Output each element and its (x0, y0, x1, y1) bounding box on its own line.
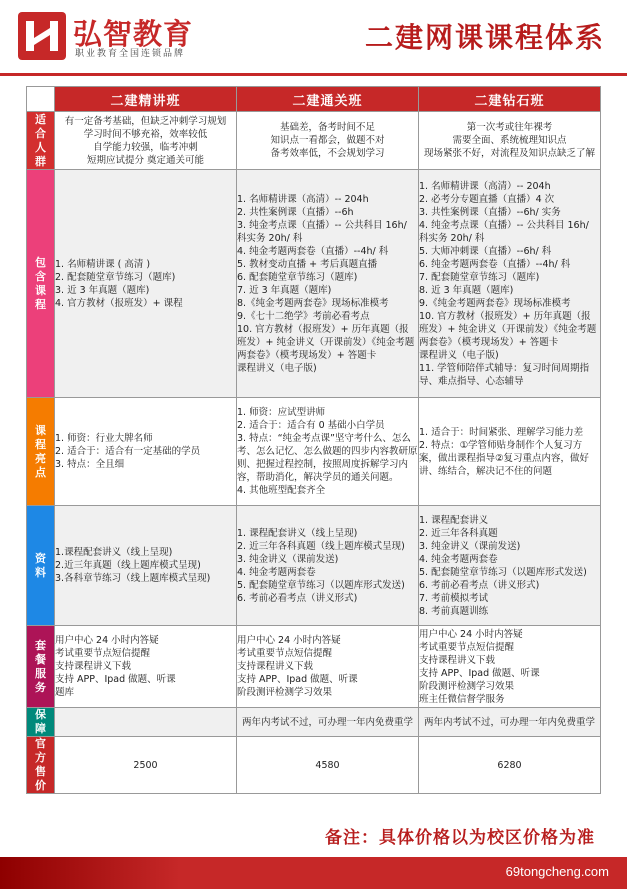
course-comparison-table (26, 86, 601, 794)
header (0, 0, 627, 76)
cell-services-1 (55, 626, 237, 708)
row-label-text: 官方售价 (35, 737, 46, 792)
cell-line: 需要全面、系统梳理知识点 (452, 135, 567, 146)
cell-line: 短期应试提分 奠定通关可能 (86, 154, 205, 166)
cell-line: 课程讲义（电子版) (419, 349, 499, 361)
cell-courses-1 (55, 170, 237, 398)
cell-materials-1 (55, 506, 237, 626)
cell-price-1 (55, 737, 237, 794)
hz-logo-icon (18, 12, 66, 60)
cell-line: 6. 考前必看考点（讲义形式) (237, 592, 358, 604)
watermark-text: 69tongcheng.com (505, 864, 609, 879)
cell-line: 备考效率低，不会规划学习 (270, 148, 385, 159)
cell-guarantee-2 (237, 708, 419, 737)
cell-services-2 (237, 626, 419, 708)
cell-line: 7. 近 3 年真题（题库) (237, 284, 332, 296)
brand-name: 弘智教育 (73, 17, 194, 51)
cell-audience-2 (237, 112, 419, 170)
cell-materials-3 (419, 506, 601, 626)
cell-line: 两年内考试不过，可办理一年内免费重学 (241, 716, 413, 728)
cell-line: 4. 纯金考题两套卷 (419, 553, 498, 565)
cell-guarantee-3 (419, 708, 601, 737)
table-row-services (27, 626, 601, 708)
cell-line: 1.课程配套讲义（线上呈现) (55, 547, 173, 558)
table-row-highlights (27, 398, 601, 506)
cell-line: 1. 适合于：时间紧张、理解学习能力差 (419, 426, 584, 438)
cell-line: 3. 纯金讲义（课前发送) (237, 553, 339, 565)
cell-line: 两年内考试不过，可办理一年内免费重学 (423, 716, 595, 728)
cell-line: 9.《七十二绝学》考前必看考点 (237, 310, 370, 322)
cell-audience-1 (55, 112, 237, 170)
cell-line: 知识点一看都会，做题不对 (270, 135, 385, 146)
cell-line: 1. 名师精讲课（高清）-- 204h (237, 193, 369, 205)
cell-services-3 (419, 626, 601, 708)
cell-line: 支持课程讲义下载 (237, 661, 314, 672)
cell-line: 考试重要节点短信提醒 (55, 648, 151, 659)
cell-line: 6. 考前必看考点（讲义形式) (419, 579, 540, 591)
cell-line: 2.近三年真题（线上题库模式呈现) (55, 560, 201, 571)
cell-line: 1. 课程配套讲义（线上呈现) (237, 527, 358, 539)
cell-courses-3 (419, 170, 601, 398)
header-divider (0, 73, 627, 76)
cell-line: 1. 师资：行业大牌名师 (55, 433, 153, 444)
cell-courses-2 (237, 170, 419, 398)
row-label-materials (27, 506, 55, 626)
cell-line: 10. 官方教材（报班发）+ 历年真题（报班发）+ 纯金讲义（开课前发）《纯金考题两套卷》（模考现场发）+ 答题卡 (419, 310, 597, 348)
cell-line: 3. 特点：“纯金考点课”坚守考什么、怎么考、怎么记忆、怎么做题的四步内容教研原则、把握过程控制，按照周度拆解学习内容，帮助消化，解决学员的通关问题。 (237, 433, 418, 483)
row-label-audience (27, 112, 55, 170)
column-header-tongguan: 二建通关班 (237, 87, 419, 112)
cell-line: 3. 纯金讲义（课前发送) (419, 540, 521, 552)
column-header-jingjiang: 二建精讲班 (55, 87, 237, 112)
cell-line: 第一次考或往年裸考 (466, 122, 553, 133)
cell-line: 4. 官方教材（报班发）+ 课程 (55, 297, 183, 309)
cell-line: 3. 纯金考点课（直播）-- 公共科目 16h/ 科实务 20h/ 科 (237, 219, 407, 244)
cell-line: 2. 适合于：适合有一定基础的学员 (55, 446, 201, 457)
cell-line: 课程讲义（电子版) (237, 362, 317, 374)
cell-line: 用户中心 24 小时内答疑 (237, 635, 341, 646)
cell-line: 3. 特点：全且细 (55, 459, 125, 470)
cell-line: 考试重要节点短信提醒 (237, 648, 333, 659)
cell-line: 2. 共性案例课（直播）--6h (237, 206, 354, 218)
cell-line: 4. 纯金考题两套卷 (237, 566, 316, 578)
cell-price-3 (419, 737, 601, 794)
cell-line: 2. 适合于：适合有 0 基础小白学员 (237, 420, 385, 431)
cell-highlights-1 (55, 398, 237, 506)
cell-line: 支持 APP、Ipad 做题、听课 (55, 674, 176, 685)
cell-line: 用户中心 24 小时内答疑 (55, 635, 159, 646)
cell-line: 2500 (133, 759, 158, 771)
cell-line: 班主任微信督学服务 (419, 693, 505, 705)
cell-line: 4. 其他班型配套齐全 (237, 485, 326, 496)
cell-line: 4. 纯金考点课（直播）-- 公共科目 16h/ 科实务 20h/ 科 (419, 219, 589, 244)
cell-line: 基础差，备考时间不足 (279, 122, 375, 133)
cell-line: 支持 APP、Ipad 做题、听课 (419, 667, 540, 679)
table-row-price (27, 737, 601, 794)
cell-line: 4. 纯金考题两套卷（直播）--4h/ 科 (237, 245, 389, 257)
cell-line: 2. 近三年各科真题（线上题库模式呈现) (237, 540, 405, 552)
table-corner (27, 87, 55, 112)
cell-line: 2. 必考分专题直播（直播）4 次 (419, 193, 555, 205)
cell-line: 7. 配套随堂章节练习（题库) (419, 271, 540, 283)
cell-line: 2. 特点：①学管师贴身制作个人复习方案，做出课程指导②复习重点内容，做好讲、练结合，解决记不住的问题 (419, 439, 590, 477)
cell-line: 7. 考前模拟考试 (419, 592, 489, 604)
cell-line: 支持课程讲义下载 (55, 661, 132, 672)
row-label-text: 课程亮点 (35, 423, 46, 479)
cell-line: 6280 (497, 759, 522, 771)
table-row-audience (27, 112, 601, 170)
footer-fade (0, 857, 180, 889)
cell-price-2 (237, 737, 419, 794)
table-header-row (27, 87, 601, 112)
cell-line: 6. 配套随堂章节练习（题库) (237, 271, 358, 283)
row-label-text: 适合人群 (35, 112, 46, 168)
cell-line: 1. 师资：应试型讲师 (237, 407, 326, 418)
cell-line: 3. 近 3 年真题（题库) (55, 284, 150, 296)
cell-line: 1. 名师精讲课 ( 高清 ) (55, 258, 151, 270)
cell-line: 5. 大师冲刺课（直播）--6h/ 科 (419, 245, 552, 257)
cell-line: 3. 共性案例课（直播）--6h/ 实务 (419, 206, 561, 218)
cell-line: 阶段测评检测学习效果 (237, 687, 333, 698)
cell-line: 题库 (55, 687, 75, 698)
row-label-price (27, 737, 55, 794)
cell-line: 6. 纯金考题两套卷（直播）--4h/ 科 (419, 258, 571, 270)
cell-line: 现场紧张不好，对流程及知识点缺乏了解 (423, 148, 595, 159)
price-note: 备注：具体价格以为校区价格为准 (325, 828, 595, 848)
cell-line: 11. 学管师陪伴式辅导：复习时间周期指导、难点指导、心态辅导 (419, 362, 590, 387)
cell-line: 用户中心 24 小时内答疑 (419, 628, 523, 640)
row-label-courses (27, 170, 55, 398)
cell-line: 8. 近 3 年真题（题库) (419, 284, 514, 296)
cell-line: 自学能力较强，临考冲刺 (93, 141, 198, 153)
cell-line: 有一定备考基础，但缺乏冲刺学习规划 (64, 115, 227, 127)
cell-guarantee-1 (55, 708, 237, 737)
cell-line: 5. 配套随堂章节练习（以题库形式发送) (237, 579, 405, 591)
row-label-text: 包含课程 (35, 255, 46, 311)
cell-highlights-3 (419, 398, 601, 506)
row-label-services (27, 626, 55, 708)
cell-line: 3.各科章节练习（线上题库模式呈现) (55, 573, 211, 584)
cell-line: 8. 考前真题训练 (419, 605, 489, 617)
cell-highlights-2 (237, 398, 419, 506)
cell-line: 支持课程讲义下载 (419, 654, 496, 666)
cell-line: 1. 名师精讲课（高清）-- 204h (419, 180, 551, 192)
cell-line: 1. 课程配套讲义 (419, 514, 489, 526)
cell-line: 考试重要节点短信提醒 (419, 641, 515, 653)
cell-line: 5. 配套随堂章节练习（以题库形式发送) (419, 566, 587, 578)
table-row-guarantee (27, 708, 601, 737)
cell-audience-3 (419, 112, 601, 170)
cell-line: 阶段测评检测学习效果 (419, 680, 515, 692)
cell-line: 5. 教材变动直播 + 考后真题直播 (237, 258, 378, 270)
cell-line: 学习时间不够充裕，效率较低 (83, 128, 208, 140)
brand-slogan: 职业教育全国连锁品牌 (75, 49, 186, 59)
column-header-zuanshi: 二建钻石班 (419, 87, 601, 112)
table-row-courses (27, 170, 601, 398)
row-label-text: 资料 (35, 551, 46, 579)
row-label-guarantee (27, 708, 55, 737)
cell-line: 2. 配套随堂章节练习（题库) (55, 271, 176, 283)
row-label-text: 保障 (35, 708, 46, 735)
cell-line: 10. 官方教材（报班发）+ 历年真题（报班发）+ 纯金讲义（开课前发）《纯金考题两套卷》（模考现场发）+ 答题卡 (237, 323, 415, 361)
row-label-text: 套餐服务 (35, 638, 46, 694)
page-title: 二建网课课程体系 (364, 21, 605, 54)
cell-materials-2 (237, 506, 419, 626)
table-row-materials (27, 506, 601, 626)
cell-line: 支持 APP、Ipad 做题、听课 (237, 674, 358, 685)
cell-line: 8.《纯金考题两套卷》现场标准模考 (237, 297, 389, 309)
cell-line: 9.《纯金考题两套卷》现场标准模考 (419, 297, 571, 309)
cell-line: 4580 (315, 759, 340, 771)
cell-line: 2. 近三年各科真题 (419, 527, 498, 539)
row-label-highlights (27, 398, 55, 506)
